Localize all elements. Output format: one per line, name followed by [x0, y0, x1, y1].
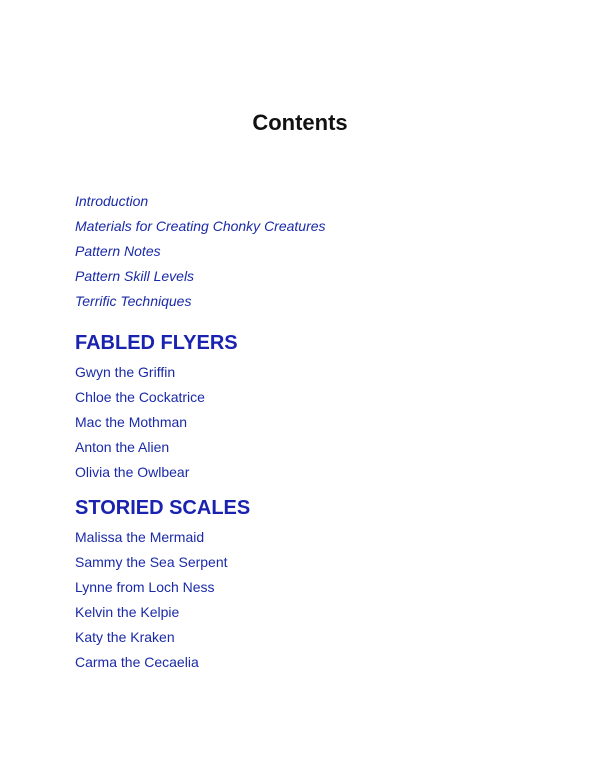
toc-link-gwyn-the-griffin[interactable]: Gwyn the Griffin: [75, 364, 176, 380]
toc-link-carma-the-cecaelia[interactable]: Carma the Cecaelia: [75, 654, 199, 670]
toc-link-pattern-notes[interactable]: Pattern Notes: [75, 243, 161, 259]
table-of-contents: [75, 192, 555, 678]
section-heading-fabled-flyers[interactable]: FABLED FLYERS: [75, 332, 238, 354]
toc-link-sammy-the-sea-serpent[interactable]: Sammy the Sea Serpent: [75, 554, 228, 570]
toc-link-anton-the-alien[interactable]: Anton the Alien: [75, 439, 170, 455]
toc-link-malissa-the-mermaid[interactable]: Malissa the Mermaid: [75, 529, 205, 545]
toc-link-mac-the-mothman[interactable]: Mac the Mothman: [75, 414, 188, 430]
toc-link-kelvin-the-kelpie[interactable]: Kelvin the Kelpie: [75, 604, 180, 620]
toc-link-katy-the-kraken[interactable]: Katy the Kraken: [75, 629, 175, 645]
toc-link-chloe-the-cockatrice[interactable]: Chloe the Cockatrice: [75, 389, 205, 405]
toc-link-introduction[interactable]: Introduction: [75, 193, 149, 209]
front-matter-list: [75, 192, 555, 317]
toc-link-materials[interactable]: Materials for Creating Chonky Creatures: [75, 218, 326, 234]
page-title: Contents: [252, 110, 348, 135]
toc-link-terrific-techniques[interactable]: Terrific Techniques: [75, 293, 192, 309]
storied-scales-list: [75, 528, 555, 678]
section-heading-storied-scales[interactable]: STORIED SCALES: [75, 497, 251, 519]
fabled-flyers-list: [75, 363, 555, 488]
toc-link-pattern-skill-levels[interactable]: Pattern Skill Levels: [75, 268, 195, 284]
toc-link-lynne-from-loch-ness[interactable]: Lynne from Loch Ness: [75, 579, 215, 595]
toc-link-olivia-the-owlbear[interactable]: Olivia the Owlbear: [75, 464, 190, 480]
